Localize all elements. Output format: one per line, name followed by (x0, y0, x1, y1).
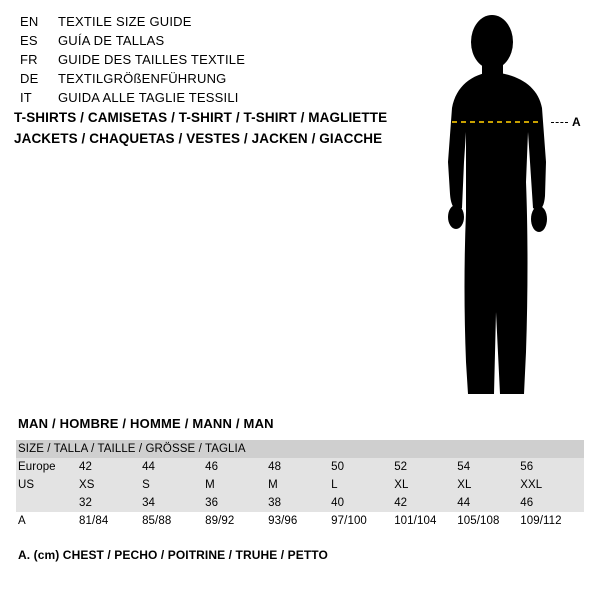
table-cell: 81/84 (79, 515, 109, 527)
language-code: DE (20, 71, 39, 86)
category-line-jackets: JACKETS / CHAQUETAS / VESTES / JACKEN / GIACCHE (14, 131, 383, 146)
table-cell: 40 (331, 497, 345, 509)
language-code: FR (20, 52, 38, 67)
table-row (16, 494, 584, 512)
table-cell: 109/112 (520, 515, 562, 527)
table-cell: XXL (520, 479, 543, 491)
table-cell: 56 (520, 461, 534, 473)
language-title: GUIDA ALLE TAGLIE TESSILI (58, 90, 239, 105)
table-cell: M (205, 479, 215, 491)
row-label: US (18, 479, 35, 491)
size-table (16, 440, 584, 530)
gender-heading: MAN / HOMBRE / HOMME / MANN / MAN (18, 416, 274, 431)
table-row (16, 512, 584, 530)
category-line-tshirts: T-SHIRTS / CAMISETAS / T-SHIRT / T-SHIRT / MAGLIETTE (14, 110, 388, 125)
table-cell: 105/108 (457, 515, 500, 527)
table-row (16, 458, 584, 476)
male-silhouette-icon (420, 12, 600, 402)
table-cell: M (268, 479, 278, 491)
row-label: Europe (18, 461, 56, 473)
table-cell: 52 (394, 461, 408, 473)
table-cell: 44 (142, 461, 156, 473)
table-cell: 85/88 (142, 515, 172, 527)
table-cell: 34 (142, 497, 156, 509)
table-cell: 54 (457, 461, 471, 473)
table-cell: 38 (268, 497, 282, 509)
language-code: EN (20, 14, 39, 29)
row-label: A (18, 515, 26, 527)
language-row (20, 33, 400, 52)
language-title: TEXTILGRÖßENFÜHRUNG (58, 71, 227, 86)
table-cell: S (142, 479, 150, 491)
language-list (20, 14, 400, 109)
language-row (20, 71, 400, 90)
language-code: ES (20, 33, 38, 48)
table-row (16, 476, 584, 494)
language-title: GUIDE DES TAILLES TEXTILE (58, 52, 246, 67)
table-header-label: SIZE / TALLA / TAILLE / GRÖSSE / TAGLIA (18, 443, 246, 455)
table-cell: 46 (205, 461, 219, 473)
table-cell: 36 (205, 497, 219, 509)
measure-leader-line (551, 122, 568, 123)
table-cell: L (331, 479, 338, 491)
table-cell: 44 (457, 497, 471, 509)
category-list (14, 110, 414, 152)
table-cell: 48 (268, 461, 282, 473)
language-title: GUÍA DE TALLAS (58, 33, 165, 48)
table-cell: 89/92 (205, 515, 235, 527)
table-cell: XS (79, 479, 95, 491)
language-row (20, 90, 400, 109)
table-cell: 42 (394, 497, 408, 509)
measure-label-a: A (572, 115, 581, 129)
language-row (20, 52, 400, 71)
table-cell: 50 (331, 461, 345, 473)
table-cell: 42 (79, 461, 93, 473)
table-cell: XL (457, 479, 472, 491)
table-header-row (16, 440, 584, 458)
measurement-legend: A. (cm) CHEST / PECHO / POITRINE / TRUHE / PETTO (18, 548, 328, 562)
table-cell: 32 (79, 497, 93, 509)
table-cell: XL (394, 479, 409, 491)
language-row (20, 14, 400, 33)
table-cell: 46 (520, 497, 534, 509)
row-label (16, 494, 79, 512)
table-cell: 101/104 (394, 515, 437, 527)
table-cell: 93/96 (268, 515, 298, 527)
language-title: TEXTILE SIZE GUIDE (58, 14, 192, 29)
body-figure (420, 12, 600, 402)
table-cell: 97/100 (331, 515, 367, 527)
language-code: IT (20, 90, 32, 105)
